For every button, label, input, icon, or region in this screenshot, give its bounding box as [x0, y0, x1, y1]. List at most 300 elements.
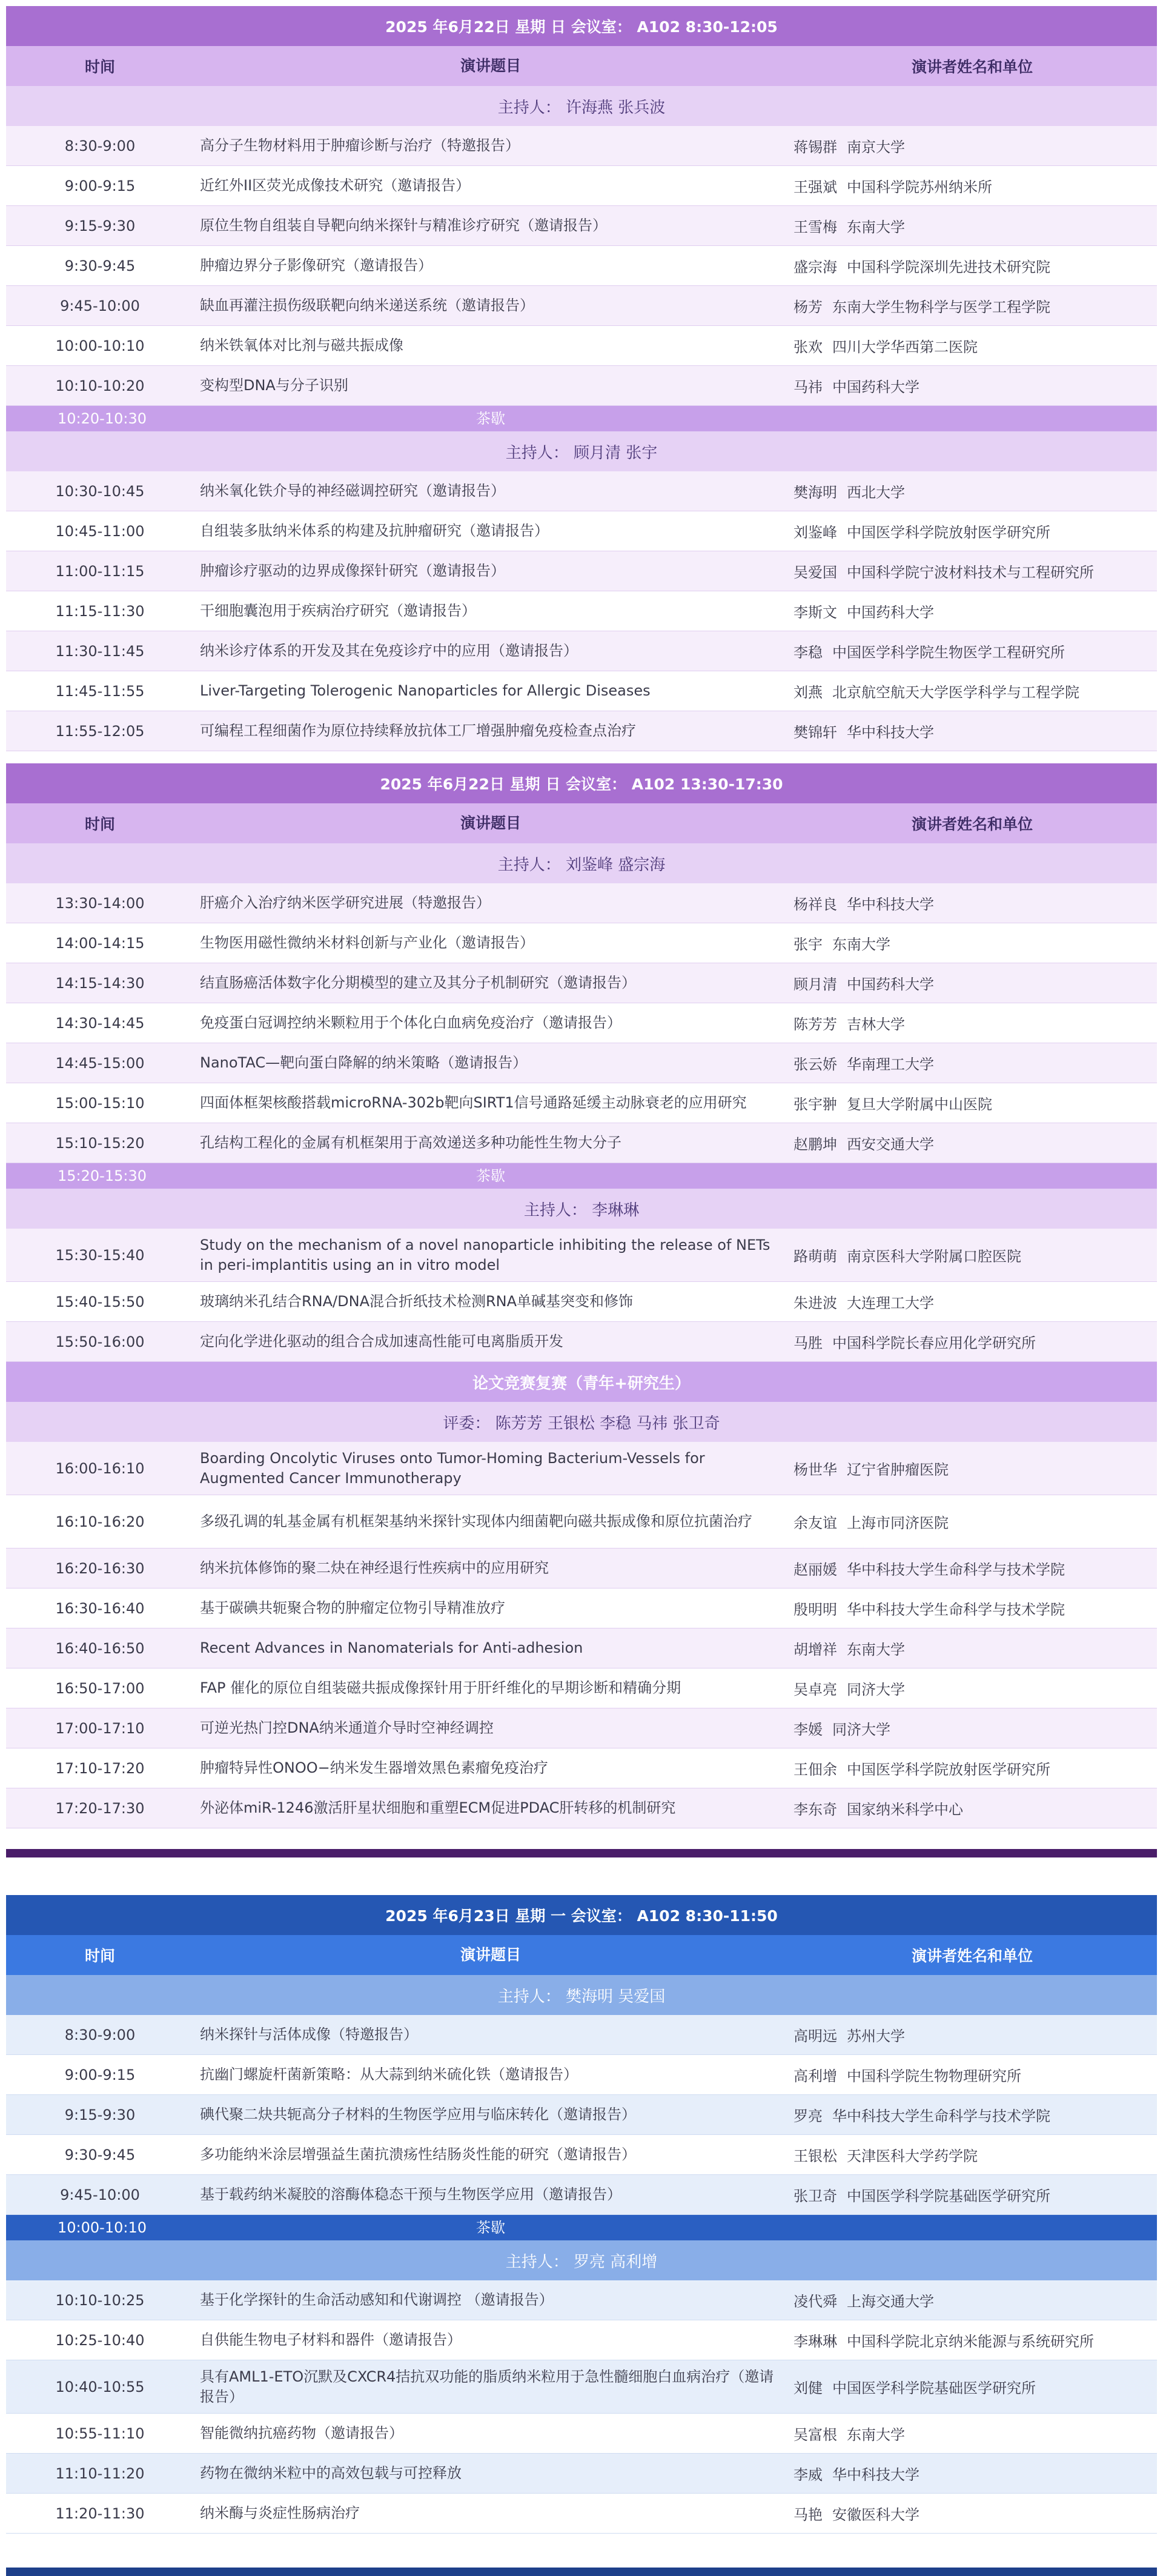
speaker-name: 余友谊	[794, 1515, 837, 1532]
speaker-affiliation: 中国科学院苏州纳米所	[847, 179, 992, 196]
tea-break-time: 10:20-10:30	[58, 410, 147, 427]
column-header-row	[6, 1935, 1157, 1975]
talk-title: 肝癌介入治疗纳米医学研究进展（特邀报告）	[200, 894, 491, 912]
speaker-name: 吴卓亮	[794, 1681, 837, 1698]
speaker-affiliation: 中国医学科学院基础医学研究所	[847, 2188, 1050, 2205]
column-header-title: 演讲题目	[460, 57, 521, 75]
speaker-name: 李琳琳	[794, 2333, 837, 2350]
talk-row	[6, 1495, 1157, 1549]
talk-row	[6, 246, 1157, 286]
talk-speaker	[787, 2289, 1157, 2311]
tea-break-label: 茶歇	[476, 410, 505, 427]
talk-title: 多级孔调的轧基金属有机框架基纳米探针实现体内细菌靶向磁共振成像和原位抗菌治疗	[200, 1513, 752, 1530]
column-header-speaker: 演讲者姓名和单位	[911, 815, 1033, 833]
talk-row	[6, 1229, 1157, 1282]
talk-speaker	[787, 1132, 1157, 1154]
talk-row	[6, 2414, 1157, 2454]
column-header-time: 时间	[84, 815, 115, 833]
talk-title: 高分子生物材料用于肿瘤诊断与治疗（特邀报告）	[200, 137, 520, 154]
talk-row	[6, 1282, 1157, 1322]
host-row: 主持人： 罗亮 高利增	[6, 2240, 1157, 2280]
talk-speaker	[787, 1092, 1157, 1114]
talk-row	[6, 2494, 1157, 2534]
talk-row	[6, 923, 1157, 963]
speaker-affiliation: 东南大学	[847, 1641, 905, 1658]
speaker-name: 马胜	[794, 1335, 823, 1352]
talk-title: 结直肠癌活体数字化分期模型的建立及其分子机制研究（邀请报告）	[200, 974, 636, 992]
speaker-affiliation: 南京大学	[847, 139, 905, 156]
talk-title: 纳米氧化铁介导的神经磁调控研究（邀请报告）	[200, 482, 505, 500]
talk-speaker	[787, 480, 1157, 502]
talk-time: 16:20-16:30	[55, 1559, 145, 1577]
talk-title: 纳米铁氧体对比剂与磁共振成像	[200, 337, 403, 354]
talk-title: 肿瘤边界分子影像研究（邀请报告）	[200, 257, 432, 274]
speaker-name: 李东奇	[794, 1801, 837, 1818]
talk-speaker	[787, 1244, 1157, 1266]
speaker-name: 李稳	[794, 644, 823, 661]
column-header-row	[6, 803, 1157, 843]
speaker-name: 张欢	[794, 339, 823, 356]
talk-row	[6, 711, 1157, 751]
talk-title: 基于碳碘共轭聚合物的肿瘤定位物引导精准放疗	[200, 1599, 505, 1617]
talk-title: 基于载药纳米凝胶的溶酶体稳态干预与生物医学应用（邀请报告）	[200, 2186, 621, 2203]
talk-row	[6, 366, 1157, 406]
speaker-name: 张云娇	[794, 1056, 837, 1073]
talk-title: 孔结构工程化的金属有机框架用于高效递送多种功能性生物大分子	[200, 1134, 621, 1152]
speaker-name: 王雪梅	[794, 219, 837, 236]
talk-speaker	[787, 2423, 1157, 2444]
talk-speaker	[787, 1558, 1157, 1579]
talk-time: 10:25-10:40	[55, 2331, 145, 2349]
talk-time: 10:55-11:10	[55, 2425, 145, 2442]
talk-time: 10:45-11:00	[55, 522, 145, 540]
talk-time: 10:10-10:20	[55, 377, 145, 394]
schedule-block	[6, 1895, 1157, 2534]
speaker-affiliation: 北京航空航天大学医学科学与工程学院	[832, 684, 1079, 701]
talk-speaker	[787, 2104, 1157, 2125]
speaker-name: 张宇翀	[794, 1096, 837, 1113]
talk-title: 四面体框架核酸搭载microRNA-302b靶向SIRT1信号通路延缓主动脉衰老的应用研究	[200, 1094, 747, 1112]
talk-speaker	[787, 720, 1157, 742]
talk-row	[6, 551, 1157, 591]
speaker-name: 王银松	[794, 2148, 837, 2165]
section-end-line	[6, 2568, 1157, 2576]
talk-row	[6, 1588, 1157, 1628]
talk-speaker	[787, 1798, 1157, 1819]
talk-speaker	[787, 1598, 1157, 1619]
speaker-name: 李媛	[794, 1721, 823, 1738]
talk-speaker	[787, 1758, 1157, 1779]
talk-title: 肿瘤诊疗驱动的边界成像探针研究（邀请报告）	[200, 562, 505, 580]
tea-break-label: 茶歇	[476, 1167, 505, 1184]
talk-time: 14:45-15:00	[55, 1054, 145, 1072]
speaker-name: 张宇	[794, 936, 823, 953]
talk-row	[6, 2015, 1157, 2055]
speaker-name: 胡增祥	[794, 1641, 837, 1658]
column-header-title: 演讲题目	[460, 1946, 521, 1964]
talk-speaker	[787, 2503, 1157, 2524]
talk-speaker	[787, 972, 1157, 994]
talk-time: 17:00-17:10	[55, 1719, 145, 1737]
talk-time: 16:40-16:50	[55, 1639, 145, 1657]
speaker-affiliation: 西安交通大学	[847, 1136, 934, 1153]
speaker-name: 王佃余	[794, 1761, 837, 1778]
speaker-affiliation: 中国科学院长春应用化学研究所	[832, 1335, 1036, 1352]
speaker-affiliation: 天津医科大学药学院	[847, 2148, 978, 2165]
speaker-affiliation: 吉林大学	[847, 1016, 905, 1033]
speaker-affiliation: 中国药科大学	[832, 379, 919, 396]
talk-row	[6, 2360, 1157, 2414]
column-header-row	[6, 46, 1157, 86]
talk-speaker	[787, 175, 1157, 196]
speaker-name: 吴爱国	[794, 564, 837, 581]
talk-speaker	[787, 375, 1157, 396]
talk-speaker	[787, 1052, 1157, 1074]
talk-title: 多功能纳米涂层增强益生菌抗溃疡性结肠炎性能的研究（邀请报告）	[200, 2146, 636, 2163]
column-header-speaker: 演讲者姓名和单位	[911, 1947, 1033, 1965]
speaker-affiliation: 西北大学	[847, 484, 905, 501]
talk-row	[6, 2280, 1157, 2320]
talk-speaker	[787, 135, 1157, 156]
talk-time: 15:30-15:40	[55, 1246, 145, 1264]
tea-break-label: 茶歇	[476, 2219, 505, 2236]
speaker-name: 凌代舜	[794, 2293, 837, 2310]
talk-time: 16:30-16:40	[55, 1599, 145, 1617]
talk-speaker	[787, 2376, 1157, 2397]
talk-row	[6, 2055, 1157, 2095]
host-row: 主持人： 樊海明 吴爱国	[6, 1975, 1157, 2015]
talk-speaker	[787, 600, 1157, 622]
talk-speaker	[787, 520, 1157, 542]
talk-title: Liver-Targeting Tolerogenic Nanoparticles for Allergic Diseases	[200, 682, 651, 700]
section-end-line	[6, 1849, 1157, 1857]
talk-title: 玻璃纳米孔结合RNA/DNA混合折纸技术检测RNA单碱基突变和修饰	[200, 1293, 634, 1310]
talk-title: 变构型DNA与分子识别	[200, 377, 348, 394]
tea-break-row	[6, 2215, 1157, 2240]
talk-time: 17:20-17:30	[55, 1799, 145, 1817]
talk-speaker	[787, 1511, 1157, 1532]
talk-row	[6, 591, 1157, 631]
competition-header: 论文竞赛复赛（青年+研究生）	[6, 1362, 1157, 1402]
speaker-affiliation: 中国科学院深圳先进技术研究院	[847, 259, 1050, 276]
speaker-name: 杨世华	[794, 1461, 837, 1478]
talk-row	[6, 1668, 1157, 1708]
speaker-name: 路萌萌	[794, 1248, 837, 1265]
tea-break-time: 10:00-10:10	[58, 2219, 147, 2236]
talk-speaker	[787, 640, 1157, 662]
talk-row	[6, 471, 1157, 511]
speaker-affiliation: 苏州大学	[847, 2028, 905, 2045]
column-header-time: 时间	[84, 58, 115, 76]
talk-title: 自供能生物电子材料和器件（邀请报告）	[200, 2331, 462, 2349]
speaker-affiliation: 中国医学科学院放射医学研究所	[847, 524, 1050, 541]
talk-title: 定向化学进化驱动的组合合成加速高性能可电离脂质开发	[200, 1333, 563, 1350]
speaker-affiliation: 辽宁省肿瘤医院	[847, 1461, 949, 1478]
tea-break-row	[6, 1163, 1157, 1189]
speaker-name: 马艳	[794, 2506, 823, 2523]
speaker-affiliation: 东南大学生物科学与医学工程学院	[832, 299, 1050, 316]
talk-time: 11:55-12:05	[55, 722, 145, 740]
speaker-name: 赵鹏坤	[794, 1136, 837, 1153]
session-date-header: 2025 年6月22日 星期 日 会议室： A102 8:30-12:05	[6, 6, 1157, 46]
talk-speaker	[787, 1718, 1157, 1739]
schedule-block	[6, 763, 1157, 1828]
talk-time: 9:15-9:30	[64, 217, 136, 234]
speaker-affiliation: 东南大学	[847, 2426, 905, 2443]
talk-time: 13:30-14:00	[55, 894, 145, 912]
talk-speaker	[787, 2463, 1157, 2484]
speaker-name: 张卫奇	[794, 2188, 837, 2205]
speaker-affiliation: 华中科技大学	[847, 724, 934, 741]
talk-time: 9:30-9:45	[64, 2146, 136, 2163]
talk-speaker	[787, 295, 1157, 316]
speaker-affiliation: 复旦大学附属中山医院	[847, 1096, 992, 1113]
column-header-speaker: 演讲者姓名和单位	[911, 58, 1033, 76]
speaker-affiliation: 上海交通大学	[847, 2293, 934, 2310]
talk-title: 自组装多肽纳米体系的构建及抗肿瘤研究（邀请报告）	[200, 522, 549, 540]
speaker-affiliation: 华中科技大学	[847, 896, 934, 913]
talk-time: 8:30-9:00	[64, 2026, 136, 2043]
talk-row	[6, 1083, 1157, 1123]
talk-row	[6, 631, 1157, 671]
host-row: 主持人： 李琳琳	[6, 1189, 1157, 1229]
speaker-affiliation: 中国医学科学院放射医学研究所	[847, 1761, 1050, 1778]
talk-row	[6, 883, 1157, 923]
talk-time: 15:50-16:00	[55, 1333, 145, 1350]
talk-time: 15:10-15:20	[55, 1134, 145, 1152]
talk-speaker	[787, 2329, 1157, 2351]
talk-title: 干细胞囊泡用于疾病治疗研究（邀请报告）	[200, 602, 476, 620]
talk-title: Recent Advances in Nanomaterials for Anti-adhesion	[200, 1639, 583, 1657]
talk-title: 生物医用磁性微纳米材料创新与产业化（邀请报告）	[200, 934, 534, 952]
talk-row	[6, 166, 1157, 206]
talk-speaker	[787, 1638, 1157, 1659]
speaker-name: 刘鉴峰	[794, 524, 837, 541]
speaker-affiliation: 国家纳米科学中心	[847, 1801, 963, 1818]
talk-time: 10:30-10:45	[55, 482, 145, 500]
speaker-name: 殷明明	[794, 1601, 837, 1618]
tea-break-time: 15:20-15:30	[58, 1167, 147, 1184]
speaker-affiliation: 上海市同济医院	[847, 1515, 949, 1532]
speaker-affiliation: 同济大学	[847, 1681, 905, 1698]
talk-row	[6, 2095, 1157, 2135]
tea-break-row	[6, 406, 1157, 431]
speaker-name: 樊海明	[794, 484, 837, 501]
talk-time: 14:30-14:45	[55, 1014, 145, 1032]
speaker-affiliation: 同济大学	[832, 1721, 890, 1738]
talk-row	[6, 1442, 1157, 1495]
talk-title: 药物在微纳米粒中的高效包载与可控释放	[200, 2465, 462, 2482]
talk-row	[6, 1003, 1157, 1043]
talk-title: NanoTAC—靶向蛋白降解的纳米策略（邀请报告）	[200, 1054, 528, 1072]
talk-row	[6, 206, 1157, 246]
speaker-affiliation: 中国药科大学	[847, 976, 934, 993]
talk-time: 10:40-10:55	[55, 2378, 145, 2395]
talk-time: 15:00-15:10	[55, 1094, 145, 1112]
talk-time: 9:30-9:45	[64, 257, 136, 274]
talk-time: 14:15-14:30	[55, 974, 145, 992]
talk-time: 9:45-10:00	[60, 2186, 140, 2203]
talk-row	[6, 1123, 1157, 1163]
talk-title: 免疫蛋白冠调控纳米颗粒用于个体化白血病免疫治疗（邀请报告）	[200, 1014, 621, 1032]
speaker-name: 高明远	[794, 2028, 837, 2045]
talk-row	[6, 2454, 1157, 2494]
speaker-name: 杨祥良	[794, 896, 837, 913]
talk-title: 碘代聚二炔共轭高分子材料的生物医学应用与临床转化（邀请报告）	[200, 2106, 636, 2123]
talk-title: 智能微纳抗癌药物（邀请报告）	[200, 2425, 403, 2442]
talk-speaker	[787, 1291, 1157, 1312]
talk-speaker	[787, 2064, 1157, 2085]
talk-speaker	[787, 1678, 1157, 1699]
speaker-affiliation: 南京医科大学附属口腔医院	[847, 1248, 1021, 1265]
talk-time: 11:00-11:15	[55, 562, 145, 580]
column-header-title: 演讲题目	[460, 814, 521, 832]
talk-speaker	[787, 2184, 1157, 2205]
speaker-affiliation: 华中科技大学生命科学与技术学院	[847, 1561, 1065, 1578]
talk-time: 11:30-11:45	[55, 642, 145, 660]
speaker-name: 罗亮	[794, 2108, 823, 2125]
host-row: 主持人： 刘鉴峰 盛宗海	[6, 843, 1157, 883]
talk-row	[6, 1549, 1157, 1588]
talk-time: 9:15-9:30	[64, 2106, 136, 2123]
talk-title: 纳米抗体修饰的聚二炔在神经退行性疾病中的应用研究	[200, 1559, 549, 1577]
speaker-name: 樊锦轩	[794, 724, 837, 741]
talk-title: Study on the mechanism of a novel nanoparticle inhibiting the release of NETs in peri-implantitis using an in vitro model	[200, 1237, 770, 1273]
talk-speaker	[787, 1331, 1157, 1352]
talk-row	[6, 1788, 1157, 1828]
talk-title: 纳米酶与炎症性肠病治疗	[200, 2505, 360, 2522]
speaker-name: 盛宗海	[794, 259, 837, 276]
talk-title: 外泌体miR-1246激活肝星状细胞和重塑ECM促进PDAC肝转移的机制研究	[200, 1799, 676, 1817]
talk-title: 抗幽门螺旋杆菌新策略：从大蒜到纳米硫化铁（邀请报告）	[200, 2066, 578, 2083]
speaker-affiliation: 中国药科大学	[847, 604, 934, 621]
speaker-affiliation: 中国科学院宁波材料技术与工程研究所	[847, 564, 1094, 581]
talk-title: 基于化学探针的生命活动感知和代谢调控 （邀请报告）	[200, 2291, 554, 2309]
talk-title: 原位生物自组装自导靶向纳米探针与精准诊疗研究（邀请报告）	[200, 217, 607, 234]
speaker-name: 吴富根	[794, 2426, 837, 2443]
talk-row	[6, 2175, 1157, 2215]
talk-row	[6, 326, 1157, 366]
speaker-name: 朱进波	[794, 1295, 837, 1312]
talk-title: 可编程工程细菌作为原位持续释放抗体工厂增强肿瘤免疫检查点治疗	[200, 722, 636, 740]
host-row: 评委： 陈芳芳 王银松 李稳 马祎 张卫奇	[6, 1402, 1157, 1442]
talk-time: 14:00-14:15	[55, 934, 145, 952]
speaker-name: 蒋锡群	[794, 139, 837, 156]
speaker-affiliation: 东南大学	[832, 936, 890, 953]
speaker-name: 李斯文	[794, 604, 837, 621]
talk-speaker	[787, 1458, 1157, 1479]
speaker-name: 杨芳	[794, 299, 823, 316]
talk-row	[6, 1322, 1157, 1362]
talk-time: 17:10-17:20	[55, 1759, 145, 1777]
talk-speaker	[787, 2024, 1157, 2045]
talk-time: 16:50-17:00	[55, 1679, 145, 1697]
speaker-affiliation: 华中科技大学生命科学与技术学院	[847, 1601, 1065, 1618]
session-date-header: 2025 年6月22日 星期 日 会议室： A102 13:30-17:30	[6, 763, 1157, 803]
talk-time: 8:30-9:00	[64, 137, 136, 154]
speaker-affiliation: 四川大学华西第二医院	[832, 339, 978, 356]
column-header-time: 时间	[84, 1947, 115, 1965]
talk-row	[6, 2320, 1157, 2360]
talk-title: 纳米诊疗体系的开发及其在免疫诊疗中的应用（邀请报告）	[200, 642, 578, 660]
talk-row	[6, 1043, 1157, 1083]
schedule-block	[6, 6, 1157, 751]
talk-speaker	[787, 255, 1157, 276]
talk-speaker	[787, 892, 1157, 914]
talk-speaker	[787, 335, 1157, 356]
speaker-affiliation: 安徽医科大学	[832, 2506, 919, 2523]
talk-speaker	[787, 2144, 1157, 2165]
talk-speaker	[787, 1012, 1157, 1034]
talk-row	[6, 1748, 1157, 1788]
talk-title: 肿瘤特异性ONOO−纳米发生器增效黑色素瘤免疫治疗	[200, 1759, 548, 1777]
speaker-affiliation: 中国医学科学院生物医学工程研究所	[832, 644, 1065, 661]
talk-time: 11:15-11:30	[55, 602, 145, 620]
talk-speaker	[787, 215, 1157, 236]
speaker-name: 马祎	[794, 379, 823, 396]
host-row: 主持人： 许海燕 张兵波	[6, 86, 1157, 126]
talk-time: 9:45-10:00	[60, 297, 140, 314]
speaker-name: 刘健	[794, 2380, 823, 2397]
speaker-name: 高利增	[794, 2068, 837, 2085]
speaker-affiliation: 大连理工大学	[847, 1295, 934, 1312]
talk-speaker	[787, 932, 1157, 954]
talk-time: 9:00-9:15	[64, 177, 136, 194]
talk-row	[6, 126, 1157, 166]
host-row: 主持人： 顾月清 张宇	[6, 431, 1157, 471]
speaker-name: 陈芳芳	[794, 1016, 837, 1033]
talk-row	[6, 1628, 1157, 1668]
speaker-affiliation: 华中科技大学	[832, 2466, 919, 2483]
talk-title: 近红外II区荧光成像技术研究（邀请报告）	[200, 177, 471, 194]
talk-time: 11:45-11:55	[55, 682, 145, 700]
talk-row	[6, 671, 1157, 711]
speaker-affiliation: 东南大学	[847, 219, 905, 236]
talk-row	[6, 511, 1157, 551]
talk-row	[6, 286, 1157, 326]
speaker-name: 刘燕	[794, 684, 823, 701]
talk-time: 10:10-10:25	[55, 2291, 145, 2309]
talk-title: 可逆光热门控DNA纳米通道介导时空神经调控	[200, 1719, 494, 1737]
speaker-affiliation: 中国医学科学院基础医学研究所	[832, 2380, 1036, 2397]
talk-row	[6, 1708, 1157, 1748]
talk-row	[6, 2135, 1157, 2175]
talk-speaker	[787, 560, 1157, 582]
talk-speaker	[787, 680, 1157, 702]
session-date-header: 2025 年6月23日 星期 一 会议室： A102 8:30-11:50	[6, 1895, 1157, 1935]
talk-row	[6, 963, 1157, 1003]
speaker-name: 王强斌	[794, 179, 837, 196]
speaker-name: 李威	[794, 2466, 823, 2483]
speaker-affiliation: 中国科学院生物物理研究所	[847, 2068, 1021, 2085]
talk-time: 10:00-10:10	[55, 337, 145, 354]
speaker-name: 顾月清	[794, 976, 837, 993]
talk-title: Boarding Oncolytic Viruses onto Tumor-Homing Bacterium-Vessels for Augmented Cancer Immunotherapy	[200, 1450, 705, 1487]
talk-time: 16:00-16:10	[55, 1459, 145, 1477]
talk-time: 11:20-11:30	[55, 2505, 145, 2522]
speaker-affiliation: 华中科技大学生命科学与技术学院	[832, 2108, 1050, 2125]
talk-time: 15:40-15:50	[55, 1293, 145, 1310]
talk-title: FAP 催化的原位自组装磁共振成像探针用于肝纤维化的早期诊断和精确分期	[200, 1679, 681, 1697]
speaker-affiliation: 中国科学院北京纳米能源与系统研究所	[847, 2333, 1094, 2350]
talk-title: 具有AML1-ETO沉默及CXCR4拮抗双功能的脂质纳米粒用于急性髓细胞白血病治疗（邀请报告）	[200, 2368, 774, 2405]
talk-title: 纳米探针与活体成像（特邀报告）	[200, 2026, 418, 2043]
speaker-affiliation: 华南理工大学	[847, 1056, 934, 1073]
talk-time: 9:00-9:15	[64, 2066, 136, 2083]
talk-title: 缺血再灌注损伤级联靶向纳米递送系统（邀请报告）	[200, 297, 534, 314]
speaker-name: 赵丽媛	[794, 1561, 837, 1578]
talk-time: 11:10-11:20	[55, 2465, 145, 2482]
